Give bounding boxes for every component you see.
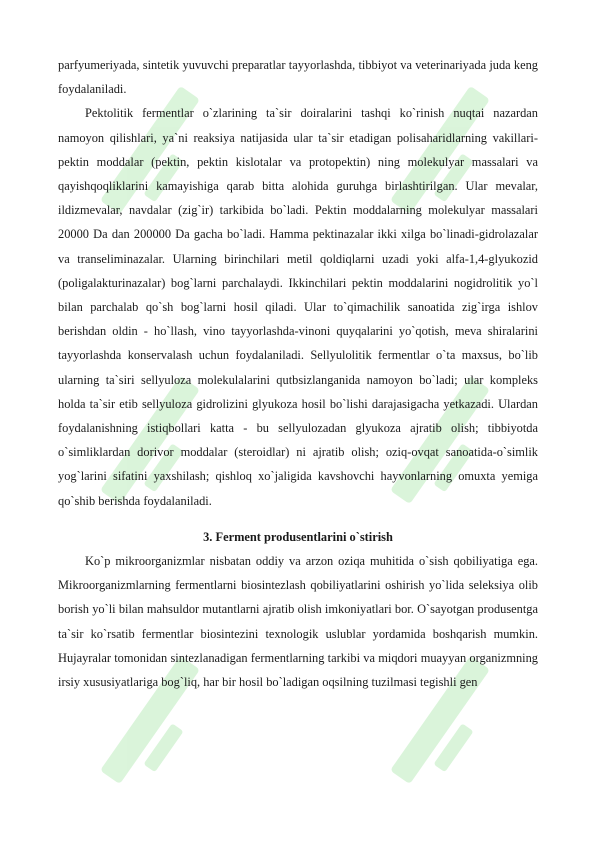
document-body xyxy=(58,53,538,694)
section-heading: 3. Ferment produsentlarini o`stirish xyxy=(203,529,393,544)
paragraph-continuation: parfyumeriyada, sintetik yuvuvchi preparatlar tayyorlashda, tibbiyot va veterinariyada juda keng foydalaniladi. xyxy=(58,58,538,97)
paragraph-pectolytic-enzymes: Pektolitik fermentlar o`zlarining ta`sir doiralarini tashqi ko`rinish nuqtai nazardan namoyon qilishlari, ya`ni reaksiya natijasida ular ta`sir etadigan polisaharidlarning vakillari-pektin moddalar (pektin, pektin kislotalar va protopektin) ning molekulyar massalari va qayishqoqliklarini kamayishiga qarab bitta alohida guruhga birlashtirilgan. Ular mevalar, ildizmevalar, navdalar (zig`ir) tarkibida bo`ladi. Pektin moddalarning molekulyar massalari 20000 Da dan 200000 Da gacha bo`ladi. Hamma pektinazalar ikki xilga bo`linadi-gidrolazalar va transeliminazalar. Ularning birinchilari metil qoldiqlarni uzadi yoki alfa-1,4-glyukozid (poligalakturinazalar) bog`larni parchalaydi. Ikkinchilari pektin moddalarini nogidrolitik yo`l bilan parchalab qo`sh bog`larni hosil qiladi. Ular to`qimachilik sanoatida zig`irga ishlov berishdan oldin - ho`llash, vino tayyorlashda-vinoni quyqalarini yo`qotish, meva shiralarini tayyorlashda konservalash uchun foydalaniladi. Sellyulolitik fermentlar o`ta maxsus, bo`lib ularning ta`siri sellyuloza molekulalarini qutbsizlanganida namoyon bo`ladi; ular kompleks holda ta`sir etib sellyuloza gidrolizini glyukoza hosil bo`lishi darajasigacha yetkazadi. Ulardan foydalanishning istiqbollari katta - bu sellyulozadan glyukoza ajratib olish; tibbiyotda o`simliklardan dorivor moddalar (steroidlar) ni ajratib olish; oziq-ovqat sanoatida-o`simlik yog`larini sifatini yaxshilash; qishloq xo`jaligida kavshovchi hayvonlarning omuxta yemiga qo`shib berishda foydalaniladi. xyxy=(58,106,538,508)
paragraph-enzyme-producers: Ko`p mikroorganizmlar nisbatan oddiy va arzon oziqa muhitida o`sish qobiliyatiga ega. Mikroorganizmlarning fermentlarni biosintezlash qobiliyatlarini oshirish yo`lida seleksiya olib borish yo`li bilan mahsuldor mutantlarni ajratib olish imkoniyatlari bor. O`sayotgan produsentga ta`sir ko`rsatib fermentlar biosintezini texnologik uslublar yordamida boshqarish mumkin. Hujayralar tomonidan sintezlanadigan fermentlarning tarkibi va miqdori muayyan organizmning irsiy xususiyatlariga bog`liq, har bir hosil bo`ladigan oqsilning tuzilmasi tegishli gen xyxy=(58,554,538,690)
